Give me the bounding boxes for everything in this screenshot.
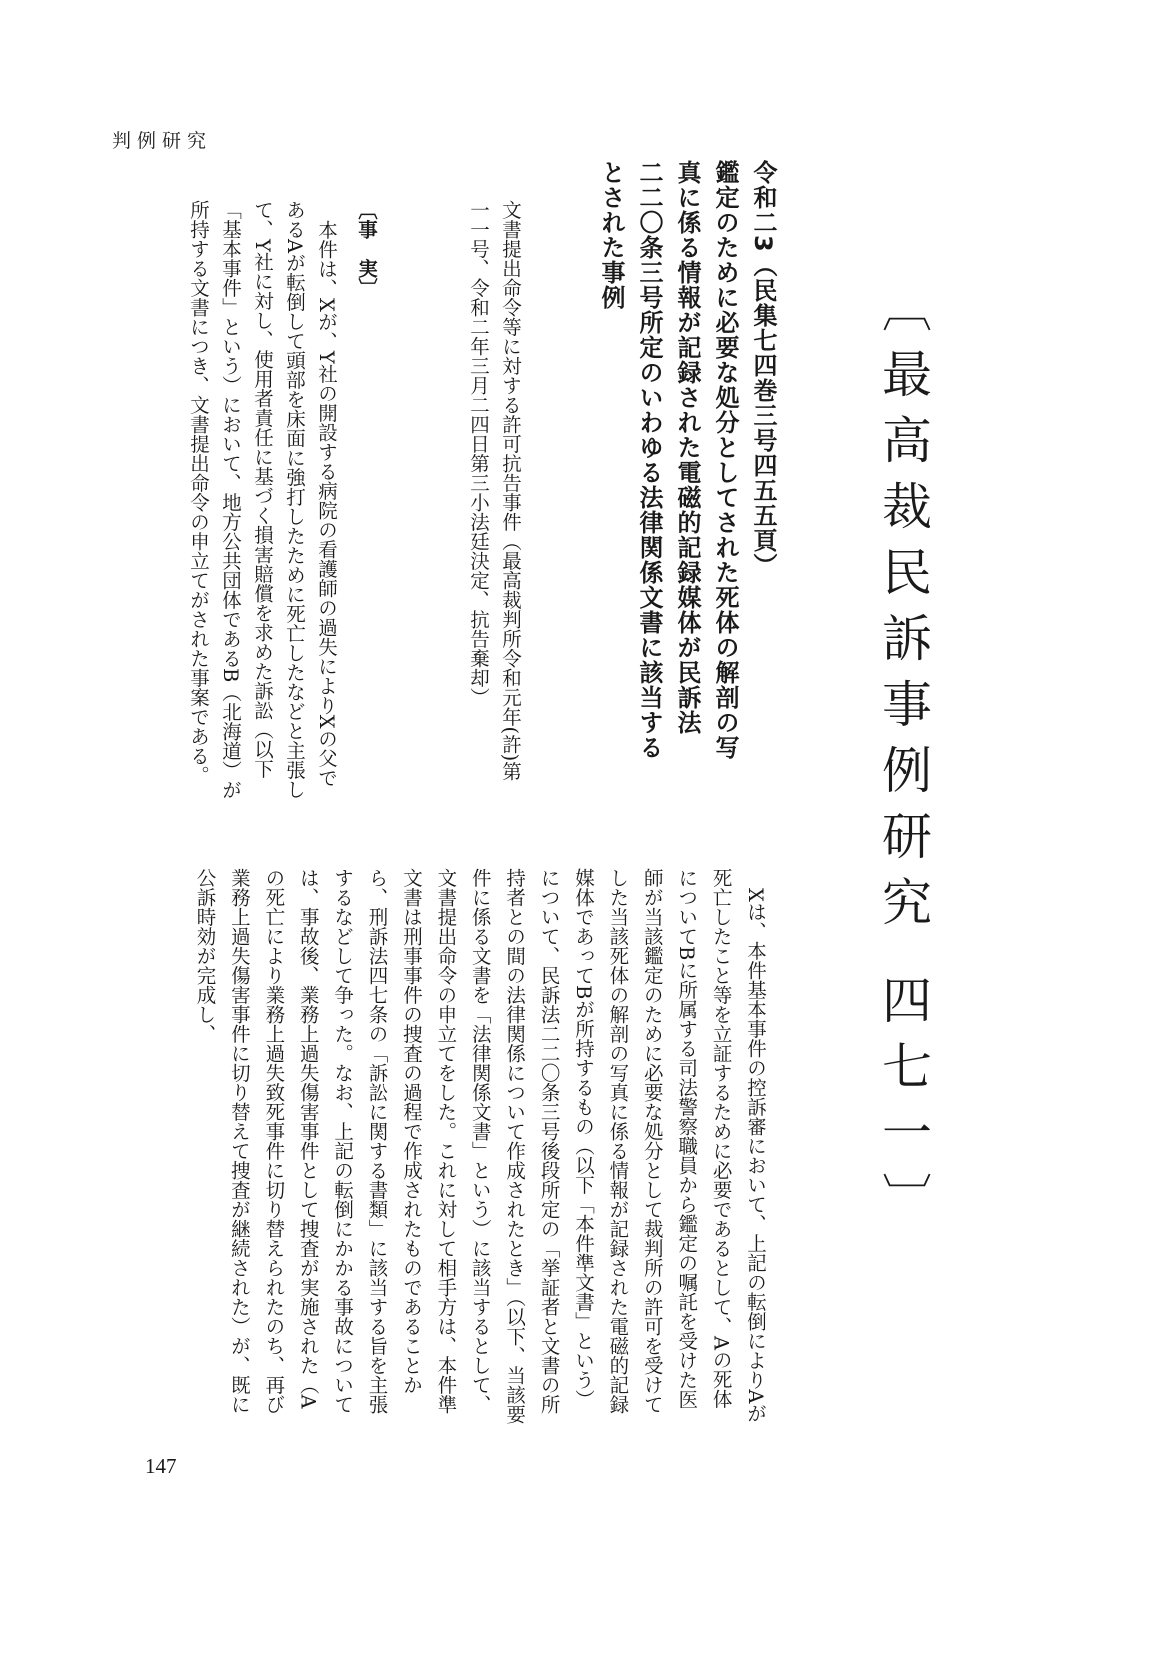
case-title-line: 鑑定のために必要な処分としてされた死体の解剖の写	[711, 160, 739, 760]
case-title-line: とされた事例	[597, 160, 625, 310]
facts-section	[112, 200, 382, 800]
page-number: 147	[145, 1454, 177, 1478]
case-headline	[552, 160, 782, 810]
case-number-line	[744, 160, 782, 810]
case-citation: （民集七四巻三号四五五頁）	[749, 252, 777, 578]
running-head: 判例研究	[112, 130, 213, 152]
case-title-line: 二二〇条三号所定のいわゆる法律関係文書に該当する	[635, 160, 663, 760]
facts-paragraph: 本件は、Xが、Y社の開設する病院の看護師の過失によりXの父であるAが転倒して頭部を床面に強打したために死亡したなどと主張して、Y社に対し、使用者責任に基づく損害賠償を求めた訴訟（以下「基本事件」という）において、地方公共団体であるB（北海道）が所持する文書につき、文書提出命令の申立てがされた事案である。	[187, 200, 338, 800]
case-title-line: 真に係る情報が記録された電磁的記録媒体が民訴法	[673, 160, 701, 735]
body-text-lower	[112, 868, 772, 1428]
case-number: 令和二3	[749, 160, 777, 253]
series-title: 〔最高裁民訴事例研究 四七一〕	[874, 282, 932, 1238]
facts-heading: 〔事 実〕	[355, 200, 378, 298]
case-info: 文書提出命令等に対する許可抗告事件（最高裁判所令和元年(許)第一一号、令和二年三月二四日第三小法廷決定、抗告棄却）	[467, 200, 522, 781]
facts-paragraph: Xは、本件基本事件の控訴審において、上記の転倒によりAが死亡したこと等を立証するために必要であるとして、Aの死体についてBに所属する司法警察職員から鑑定の嘱託を受けた医師が当該鑑定のために必要な処分として裁判所の許可を受けてした当該死体の解剖の写真に係る情報が記録された電磁的記録媒体であってBが所持するもの（以下「本件準文書」という）について、民訴法二二〇条三号後段所定の「挙証者と文書の所持者との間の法律関係について作成されたとき」（以下、当該要件に係る文書を「法律関係文書」という）に該当するとして、文書提出命令の申立てをした。これに対して相手方は、本件準文書は刑事事件の捜査の過程で作成されたものであることから、刑訴法四七条の「訴訟に関する書類」に該当する旨を主張するなどして争った。なお、上記の転倒にかかる事故については、事故後、業務上過失傷害事件として捜査が実施された（Aの死亡により業務上過失致死事件に切り替えられたのち、再び業務上過失傷害事件に切り替えて捜査が継続された）が、既に公訴時効が完成し、	[193, 868, 767, 1424]
